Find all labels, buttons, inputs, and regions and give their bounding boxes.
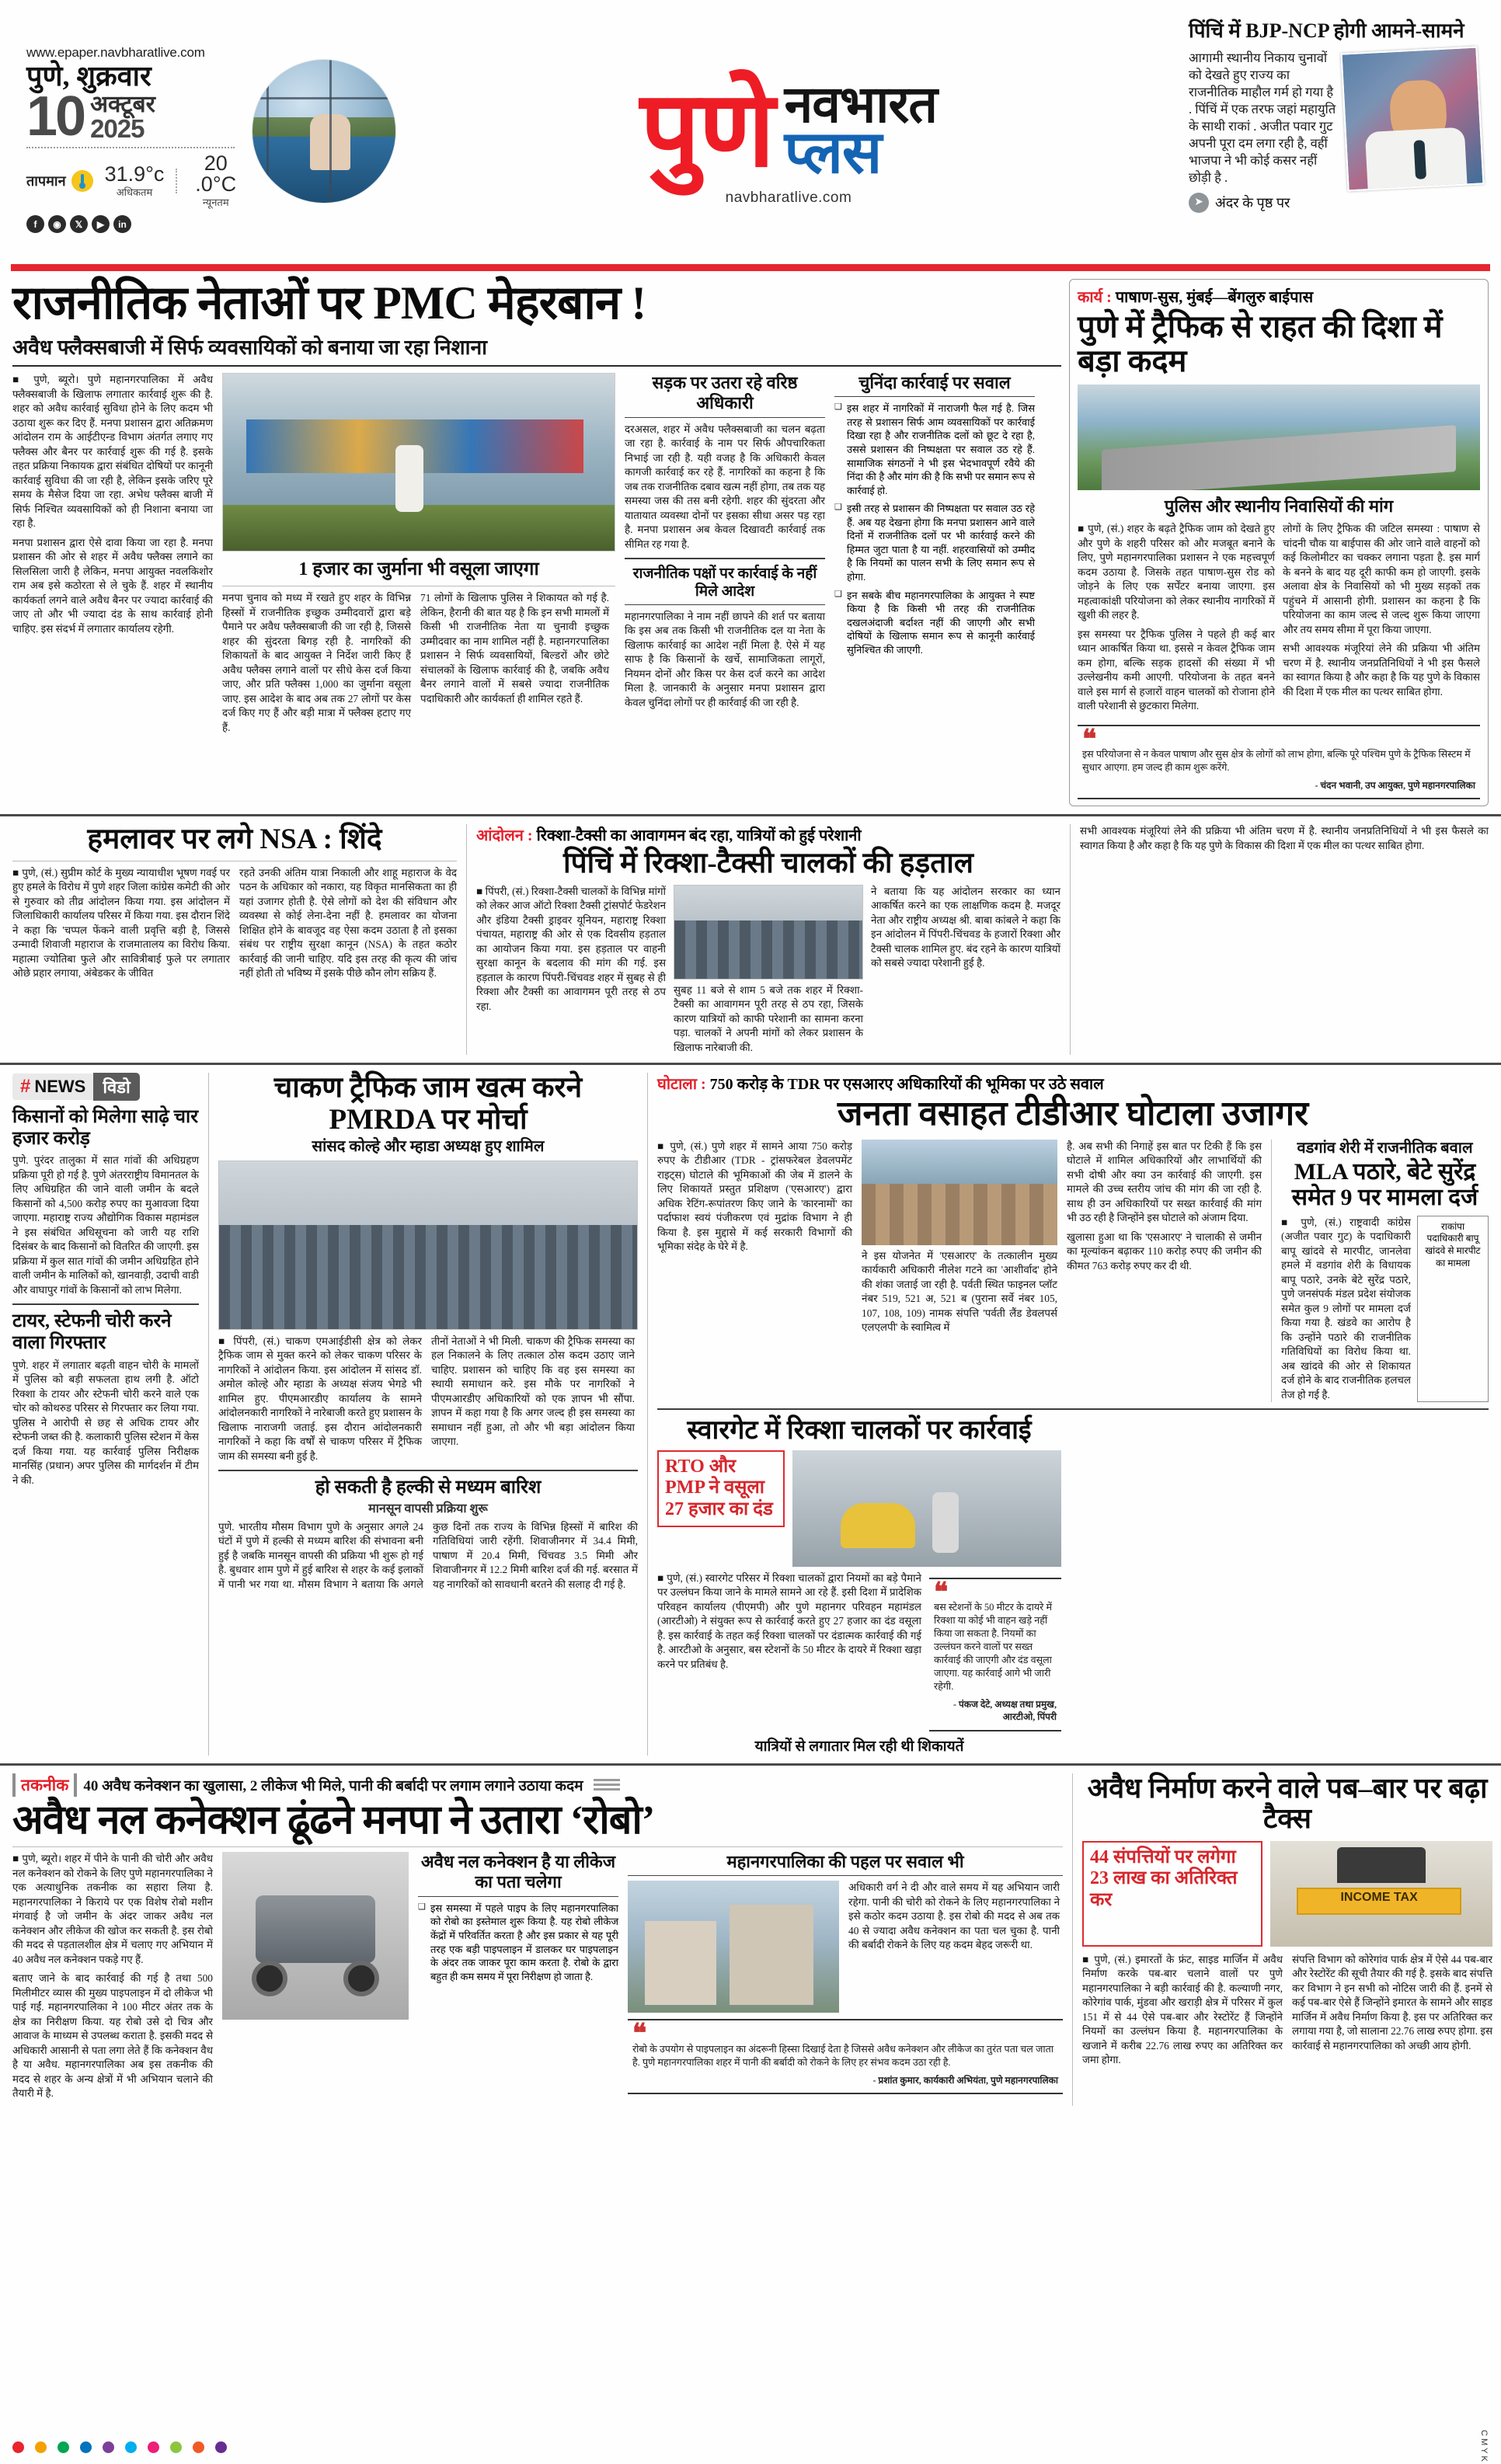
traffic-kicker-red: कार्य :: [1078, 289, 1112, 306]
lead-col1-p2: मनपा प्रशासन द्वारा ऐसे दावा किया जा रहा है. मनपा प्रशासन की ओर से शहर में अवैध फ्लैक्स लगाने का सिलसिला जारी है लेकिन, मनपा आयुक्त नवलकिशोर राम अब इसे कठोरता से ले चुके हैं. शहर में स्थानीय कार्यकर्ता लगने वाले अवैध बैनर पर ज्यादा कार्रवाई की जाए तो और भी ज्यादा दंड के साथ कार्रवाई होनी चाहिए. इस संदर्भ में लगातार कार्यालय रहेगी.: [12, 536, 213, 635]
swargate-redbox-text: RTO और PMP ने वसूला 27 हजार का दंड: [665, 1456, 773, 1519]
lead-bullet-1: ❑ इस शहर में नागरिकों में नाराजगी फैल गई है. जिस तरह से प्रशासन सिर्फ आम व्यवसायिकों पर कार्रवाई दिखा रहा है और राजनीतिक दलों को छूट दे रहा है, उससे प्रशासन की निष्पक्षता पर सवाल उठ रहे हैं. सामाजिक संगठनों ने भी इस भेदभावपूर्ण रवैये की निंदा की है और मांग की है कि सभी पर समान रूप से कार्रवाई हो.: [834, 402, 1035, 497]
tdr-kicker-rest: 750 करोड़ के TDR पर एसआरए अधिकारियों की भूमिका पर उठे सवाल: [709, 1076, 1104, 1094]
pub-story: [1082, 1773, 1492, 2106]
temperature-label: तापमान: [26, 173, 66, 190]
mla-side-box: राकांपा पदाधिकारी बापू खांदवे से मारपीट का मामला: [1417, 1216, 1489, 1403]
tech-headline[interactable]: अवैध नल कनेक्शन ढूंढने मनपा ने उतारा ‘रोबो’: [12, 1798, 655, 1843]
tdr-col2: ने इस योजनेत में 'एसआरए' के तत्कालीन मुख्य कार्यकारी अधिकारी नीलेश गटने का 'आशीर्वाद' होने की शंका जताई जा रही है. पर्वती स्थित फाइनल प्लॉट नंबर 519, 521 अ, 521 ब (पुराना सर्वे नंबर 105, 107, 108, 109) नामक संपत्ति 'पर्वती लैंड डेवलपर्स एलएलपी' के स्वामित्व में: [862, 1249, 1058, 1334]
pmrda-photo: [218, 1161, 638, 1330]
quote-open-icon-3: ❝: [632, 2020, 647, 2049]
swargate-headline[interactable]: स्वारगेट में रिक्शा चालकों पर कार्रवाई: [687, 1416, 1032, 1446]
tech-col1: [12, 1852, 213, 2106]
registration-dot-10: [215, 2441, 227, 2453]
temp-max-value: 31.9°c: [104, 162, 165, 186]
tdr-kicker: [657, 1073, 1489, 1094]
swargate-story: [657, 1416, 1489, 1755]
date-month: अक्टूबर: [90, 91, 155, 117]
tdr-col3-p2: खुलासा हुआ था कि 'एसआरए' ने चालाकी से जमीन का मूल्यांकन बढ़ाकर 110 करोड़ रुपए की जमीन की कीमत 763 करोड़ रुपए कर दी थी.: [1067, 1230, 1262, 1272]
tech-box-item: ❑ इस समस्या में पहले पाइप के लिए महानगरपालिका को रोबो का इस्तेमाल शुरू किया है. यह रोबो लीकेज केंद्रों में परिवर्तित करता है और इस प्रकार से यह पूरी तरह एक बड़ी पाइपलाइन में डालकर घर पाइपलाइन के अंदर तक जाकर पूरा काम करता है. रोबो के द्वारा बहुत ही कम समय में पूरा निरीक्षण हो जाता है.: [418, 1902, 618, 1983]
lead-subheadline: अवैध फ्लैक्सबाजी में सिर्फ व्यवसायिकों को बनाया जा रहा निशाना: [12, 332, 1061, 367]
news-video-column: [12, 1073, 199, 1755]
strike-kicker: [476, 824, 1060, 845]
tdr-photo: [862, 1140, 1057, 1245]
strike-photo-block: [674, 885, 863, 1056]
city-weekday: पुणे, शुक्रवार: [26, 61, 151, 92]
hash-icon: #: [20, 1076, 31, 1098]
tech-mid-text: अधिकारी वर्ग ने दी और वाले समय में यह अभियान जारी रहेगा. पानी की चोरी को रोकने के लिए महानगरपालिका ने इसे कठोर कदम उठाया है. इस रोबो की मदद से अब तक 40 से ज्यादा अवैध कनेक्शन का पता चल चुका है. पानी की बर्बादी रोकने के लिए यह कदम बेहद जरूरी था.: [848, 1881, 1060, 1951]
strike-col3: ने बताया कि यह आंदोलन सरकार का ध्यान आकर्षित करने का एक लाक्षणिक कदम है. मजदूर नेता और राष्ट्रीय अध्यक्ष श्री. बाबा कांबले ने कहा कि इन आंदोलन में पिंपरी-चिंचवड के हजारों रिक्शा और टैक्सी चालक शामिल हुए. बंद रहने के कारण यात्रियों को सबसे ज्यादा परेशानी हुई है.: [871, 885, 1060, 969]
nsa-col1: ■ पुणे, (सं.) सुप्रीम कोर्ट के मुख्य न्यायाधीश भूषण गवई पर हुए हमले के विरोध में पुणे शहर जिला कांग्रेस कमेटी की ओर से गुरुवार को तीव्र आंदोलन किया गया. इस आंदोलन में जिलाधिकारी कार्यालय परिसर में किया गया. इस दौरान शिंदे ने कहा कि 'चप्पल फेंकने वाली प्रवृत्ति बड़ी है, जिससे उन्मादी शिवाजी महाराज के राजमातालय का विरोध किया. महात्मा ज्योतिबा फुले और सावित्रीबाई फुले पर लगातार ओछे प्रहार लगाया, अंबेडकर के जीवित: [12, 866, 230, 980]
cmyk-label: CMYK: [1479, 2430, 1489, 2464]
strike-kicker-red: आंदोलन :: [476, 827, 533, 845]
nsa-story: [12, 824, 457, 1055]
tech-box-list: [418, 1902, 618, 1983]
tech-badge: तकनीक: [12, 1773, 77, 1797]
pub-redbox: [1082, 1841, 1262, 1947]
lead-bullet-2: ❑ इसी तरह से प्रशासन की निष्पक्षता पर सवाल उठ रहे हैं. अब यह देखना होगा कि मनपा प्रशासन आने वाले दिनों में राजनीतिक दलों पर भी कार्रवाई करने की हिम्मत जुटा पाता है या नहीं. शहरवासियों को उम्मीद है कि नियमों का पालन सभी के लिए समान रूप से होगा.: [834, 502, 1035, 583]
color-registration-dots: [12, 2441, 1479, 2453]
income-tax-stamp-label: INCOME TAX: [1340, 1890, 1418, 1904]
traffic-overflow-text: सभी आवश्यक मंजूरियां लेने की प्रक्रिया भी अंतिम चरण में है. स्थानीय जनप्रतिनिधियों ने भी इस फैसले का स्वागत किया है और कहा है कि यह पुणे के विकास की दिशा में एक मील का पत्थर साबित होगा.: [1080, 825, 1489, 851]
tdr-col1: ■ पुणे, (सं.) पुणे शहर में सामने आया 750 करोड़ रुपए के टीडीआर (TDR - ट्रांसफरेबल डेवलपमेंट राइट्स) घोटाले की भूमिकाओं की जेब में डालने के लिए शिकायतें प्रस्तुत प्रशिक्षण ('एसआरए') द्वारा अधिक रेटिंग-रूपांतरण किए जाने के 'कारनामों' का पर्दाफाश स्वयं पंजीकरण एवं मुद्रांक विभाग ने ही किया है. इस मुद्दासे में कई सरकारी विभागों की भूमिका संदेह के घेरे में है.: [657, 1140, 853, 1253]
red-divider-bar: [11, 264, 1490, 271]
temp-divider: [176, 169, 177, 193]
pmrda-subheadline: सांसद कोल्हे और म्हाडा अध्यक्ष हुए शामिल: [312, 1137, 545, 1155]
lead-column-1: [12, 373, 213, 735]
pub-redbox-text: 44 संपत्तियों पर लगेगा 23 लाख का अतिरिक्त कर: [1090, 1846, 1238, 1910]
temp-min-value: 20 .0°C: [195, 151, 237, 197]
swargate-quote-text: बस स्टेशनों के 50 मीटर के दायरे में रिक्शा या कोई भी वाहन खड़े नहीं किया जा सकता है. नियमों का उल्लंघन करने वालों पर सख्त कार्रवाई की जाएगी और दंड वसूला जाएगा. यह कार्रवाई आगे भी जारी रहेगी.: [934, 1602, 1052, 1693]
promo-more-label[interactable]: अंदर के पृष्ठ पर: [1215, 194, 1290, 211]
lead-bullets-heading: चुनिंदा कार्रवाई पर सवाल: [834, 373, 1035, 397]
lead-bullet-list: [834, 402, 1035, 656]
tdr-col3: [1067, 1140, 1262, 1403]
tech-col1-p1: ■ पुणे, ब्यूरो। शहर में पीने के पानी की चोरी और अवैध नल कनेक्शन को रोकने के लिए पुणे महानगरपालिका ने एक अत्याधुनिक तकनीक का सहारा लिया है. महानगरपालिका ने किराये पर एक विशेष रोबो मशीन मंगवाई है जो जमीन के अंदर जाकर अवैध नल कनेक्शन और लीकेज की खोज कर सकती है. इस रोबो की मदद से पड़तालशील क्षेत्र में चलाए गए अभियान में 40 अवैध नल कनेक्शन पकड़े गए हैं.: [12, 1853, 213, 1965]
mla-headline[interactable]: MLA पठारे, बेटे सुरेंद्र समेत 9 पर मामला दर्ज: [1291, 1158, 1478, 1211]
tech-kicker-row: [12, 1773, 1063, 1797]
lead-col1-p1: ■ पुणे, ब्यूरो। पुणे महानगरपालिका में अवैध फ्लैक्सबाजी के खिलाफ लगातार कार्रवाई शुरू की है. शहर को अवैध कार्रवाई सुविधा होने के लिए कदम भी उठाया शुरू कर दिए हैं. मनपा प्रशासन द्वारा अतिक्रमण आंदोलन राम के आईटीएन्ड विभाग अंतर्गत लगाए गए फ्लैक्स और बैनर पर कार्रवाई शुरू की गई है. इसके तहत प्रक्रिया निकायक द्वारा संबंधित दोषियों पर कानूनी कार्रवाई सुविधा की जा रही है, लेकिन इसके जरिए पूरे समय के मैसेज दिया जा रहा. अभेध फ्लैक्स बाजी में सिर्फ निश्चित व्यवसायिकों को ही निशाना बनाया जा रहा है.: [12, 374, 213, 529]
traffic-col1-p1: ■ पुणे, (सं.) शहर के बढ़ते ट्रैफिक जाम को देखते हुए और पुणे के शहरी परिसर को और मजबूत बनाने के लिए, पुणे महानगरपालिका प्रशासन ने एक महत्त्वपूर्ण कदम उठाया है. जिसके तहत पाषाण-सुस रोड को जोड़ने के लिए एक सर्पेंटर बनाया जाएगा. इस महत्वाकांक्षी परियोजना को लेकर स्थानीय नागरिकों में खुशी की लहर है.: [1078, 523, 1275, 621]
tech-quote-text: रोबो के उपयोग से पाइपलाइन का अंदरूनी हिस्सा दिखाई देता है जिससे अवैध कनेक्शन और लीकेज का तुरंत पता चल जाता है. पुणे महानगरपालिका शहर में पानी की बर्बादी को रोकने के लिए हर संभव कदम उठा रही है.: [632, 2043, 1054, 2068]
temp-max-caption: अधिकतम: [116, 186, 153, 198]
promo-photo: [1340, 46, 1484, 191]
social-links[interactable]: [26, 215, 249, 233]
lead-band: [0, 271, 1501, 806]
traffic-quote-box: [1078, 725, 1480, 800]
lead-column-mid: [625, 373, 825, 735]
rain-headline[interactable]: हो सकती है हल्की से मध्यम बारिश: [315, 1477, 542, 1498]
quote-open-icon-2: ❝: [934, 1578, 949, 1607]
logo-pune-text: पुणे: [639, 72, 774, 190]
temp-min-block: [183, 153, 249, 209]
lead-headline[interactable]: राजनीतिक नेताओं पर PMC मेहरबान !: [12, 277, 646, 329]
swargate-redbox: [657, 1450, 785, 1527]
theft-headline[interactable]: टायर, स्टेफनी चोरी करने वाला गिरफ्तार: [12, 1311, 172, 1354]
traffic-col1-p2: इस समस्या पर ट्रैफिक पुलिस ने पहले ही कई बार ध्यान आकर्षित किया था. इससे न केवल ट्रैफिक जाम कम होगा, बल्कि सड़क हादसों की संख्या में भी उल्लेखनीय कमी आएगी. परियोजना के तहत बनने वाले इस मार्ग से हजारों वाहन चालकों को रोजाना होने वाली परेशानी से छुटकारा मिलेगा.: [1078, 628, 1275, 712]
promo-headline[interactable]: पिंचिं में BJP-NCP होगी आमने-सामने: [1189, 19, 1464, 42]
swargate-photo: [792, 1450, 1061, 1567]
lead-photo-col1: मनपा चुनाव को मध्य में रखते हुए शहर के विभिन्न हिस्सों में राजनीतिक इच्छुक उम्मीदवारों द्वारा बड़े पैमाने पर अवैध फ्लैक्सबाजी की जा रही है, जिससे शहर की सुंदरता बिगड़ रही है. नागरिकों की शिकायतों के बाद आयुक्त ने निर्देश जारी किए हैं अवैध फ्लैक्स लगाने वालों पर सीधे केस दर्ज किया जाए, और प्रति फ्लैक्स 1,000 का जुर्माना वसूला जाए. इस आदेश के बाद अब तक 27 लोगों पर केस दर्ज किए गए हैं और बड़ी मात्रा में फ्लैक्स हटाए गए हैं.: [222, 592, 411, 733]
lead-story: [12, 279, 1061, 806]
robot-photo: [222, 1852, 409, 2020]
linkedin-icon[interactable]: in: [113, 215, 131, 233]
logo-navbharat-text: नवभारत: [784, 76, 937, 134]
temp-min-caption: न्यूनतम: [202, 197, 229, 209]
traffic-story: [1069, 279, 1489, 806]
x-twitter-icon[interactable]: 𝕏: [70, 215, 88, 233]
pub-col1: ■ पुणे, (सं.) इमारतों के फ्रंट, साइड मार्जिन में अवैध निर्माण करके पब-बार चलाने वालों पर पुणे महानगरपालिका ने बड़ी कार्रवाई की है. कल्याणी नगर, कोरेगांव पार्क, मुंडवा और खराड़ी क्षेत्र में परिसर में कुल 151 में से 44 ऐसे पब-बार और रेस्टोरेंट हैं जिन्होंने नियमों का उल्लंघन किया है. महानगरपालिका के खजाने में करीब 22.76 लाख रुपए का अतिरिक्त कर जमा होगा.: [1082, 1953, 1283, 2066]
traffic-col2-p1: लोगों के लिए ट्रैफिक की जटिल समस्या : पाषाण से चांदनी चौक या बाईपास की ओर जाने वाले वाहनों को कई किलोमीटर का चक्कर लगाना पड़ता है. इस मार्ग के बनने के बाद यह दूरी काफी कम हो जाएगी. इसके अलावा क्षेत्र के निवासियों को भी मुख्य सड़कों तक पहुंचने में आसानी होगी. प्रशासन का कहना है कि परियोजना का काम जल्द से जल्द शुरू किया जाएगा और तय समय सीमा में पूरा किया जाएगा.: [1283, 523, 1480, 635]
logo-website[interactable]: navbharatlive.com: [725, 189, 852, 206]
registration-dot-9: [193, 2441, 204, 2453]
lead-photo-caption: 1 हजार का जुर्माना भी वसूला जाएगा: [298, 559, 539, 579]
swargate-caption: यात्रियों से लगातार मिल रही थी शिकायतें: [754, 1738, 964, 1755]
masthead-left: [16, 14, 249, 261]
dateline: [26, 85, 249, 148]
farmers-headline[interactable]: किसानों को मिलेगा साढ़े चार हजार करोड़: [12, 1107, 199, 1149]
traffic-column-1: [1078, 522, 1275, 719]
swargate-quote-box: [929, 1578, 1061, 1731]
registration-dot-4: [80, 2441, 92, 2453]
traffic-photo-caption: पुलिस और स्थानीय निवासियों की मांग: [1164, 496, 1394, 516]
lead-photo: [222, 373, 615, 552]
pmrda-col2: तीनों नेताओं ने भी मिली. चाकण की ट्रैफिक समस्या का हल निकालने के लिए तत्काल ठोस कदम उठाए जाने चाहिए. प्रशासन को चाहिए कि वह इस समस्या का स्थायी समाधान करे. इस मौके पर नागरिकों ने पीएमआरडीए अधिकारियों को एक ज्ञापन भी सौंपा. ज्ञापन में कहा गया है कि अगर जल्द ही इस समस्या का समाधान नहीं हुआ, तो और भी बड़ा आंदोलन किया जाएगा.: [431, 1335, 635, 1448]
tech-story: [12, 1773, 1063, 2106]
tdr-story: [657, 1073, 1489, 1755]
traffic-quote-text: इस परियोजना से न केवल पाषाण और सुस क्षेत्र के लोगों को लाभ होगा, बल्कि पूरे पश्चिम पुणे के ट्रैफिक सिस्टम में सुधार आएगा. हम जल्द ही काम शुरू करेंगे.: [1082, 748, 1471, 773]
registration-dot-1: [12, 2441, 24, 2453]
lead-mid-subheading: राजनीतिक पक्षों पर कार्रवाई के नहीं मिले आदेश: [625, 566, 825, 605]
tech-mid-heading: महानगरपालिका की पहल पर सवाल भी: [628, 1852, 1063, 1876]
registration-dot-2: [35, 2441, 47, 2453]
tdr-kicker-red: घोटाला :: [657, 1076, 706, 1094]
registration-dot-8: [170, 2441, 182, 2453]
tdr-headline[interactable]: जनता वसाहत टीडीआर घोटाला उजागर: [837, 1095, 1309, 1133]
pub-col2: संपत्ति विभाग को कोरेगांव पार्क क्षेत्र में ऐसे 44 पब-बार और रेस्टोरेंट की सूची तैयार की गई है. इसके बाद संपत्ति कर विभाग ने इन सभी को नोटिस जारी की हैं. इनमें से कई पब-बार ऐसे हैं जिन्होंने इमारत के सामने और साइड मार्जिन में अवैध निर्माण किया है. इस पर अतिरिक्त कर लगाया गया है, जो सालाना 22.76 लाख रुपए होगा. इस कार्रवाई से महानगरपालिका को अच्छी आय होगी.: [1292, 1953, 1492, 2052]
video-label[interactable]: विडो: [93, 1073, 139, 1101]
masthead-promo: [1181, 14, 1485, 261]
tech-mid-column: [628, 1852, 1063, 2106]
traffic-column-2: [1283, 522, 1480, 719]
second-band: [0, 814, 1501, 1055]
rain-subheadline: मानसून वापसी प्रक्रिया शुरू: [368, 1502, 488, 1516]
news-video-tag[interactable]: [12, 1073, 140, 1101]
traffic-photo: [1078, 385, 1480, 490]
temp-max-block: [99, 164, 171, 199]
tdr-col3-p1: है. अब सभी की निगाहें इस बात पर टिकी हैं कि इस घोटाले में शामिल अधिकारियों और लाभार्थियों की सभी दोषी और क्या उन कार्रवाई की जाएगी. इस मामले की उच्च स्तरीय जांच की मांग की जा रही है. साथ ही उन अधिकारियों पर सख्त कार्रवाई की मांग भी उठ रही है जिन्होंने इस घोटाले को अंजाम दिया.: [1067, 1140, 1262, 1224]
traffic-headline[interactable]: पुणे में ट्रैफिक से राहत की दिशा में बड़ा कदम: [1078, 309, 1443, 378]
registration-dot-3: [57, 2441, 69, 2453]
epaper-url[interactable]: www.epaper.navbharatlive.com: [26, 45, 205, 60]
tech-photo-block: [222, 1852, 409, 2106]
promo-text: आगामी स्थानीय निकाय चुनावों को देखते हुए राज्य का राजनीतिक माहौल गर्म हो गया है . पिंचिं में एक तरफ जहां महायुति के साथी राकां . अजीत पवार गुट अपनी पूरा दम लगा रही है, वहीं भाजपा ने भी कोई कसर नहीं छोड़ी है .: [1189, 50, 1336, 186]
quote-open-icon: ❝: [1082, 725, 1097, 754]
mla-kicker: वडगांव शेरी में राजनीतिक बवाल: [1297, 1139, 1473, 1157]
traffic-quote-attribution: - चंदन भवानी, उप आयुक्त, पुणे महानगरपालिका: [1315, 779, 1475, 791]
strike-story: [476, 824, 1060, 1055]
date-year: 2025: [90, 113, 145, 143]
news-label: NEWS: [34, 1077, 86, 1097]
temperature-row: [26, 153, 249, 209]
lead-mid-heading: सड़क पर उतरा रहे वरिष्ठ अधिकारी: [625, 373, 825, 418]
strike-col1: ■ पिंपरी, (सं.) रिक्शा-टैक्सी चालकों के विभिन्न मांगों को लेकर आज ऑटो रिक्शा टैक्सी ट्रांसपोर्ट फेडरेशन और इंडिया टैक्सी ड्राइवर यूनियन, महाराष्ट्र रिक्शा पंचायत, महाराष्ट्र की ओर से एक दिवसीय हड़ताल का आयोजन किया गया. इस हड़ताल पर वाहनी सुरक्षा कानून के बदलाव की मांग की गई. इस हड़ताल के कारण पिंपरी-चिंचवड शहर में सुबह से ही रिक्शा और टैक्सी का आवागमन पूरी तरह से ठप रहा.: [476, 885, 666, 1012]
traffic-kicker-rest: पाषाण-सुस, मुंबई—बेंगलुरु बाईपास: [1115, 289, 1314, 306]
strike-photo: [674, 885, 863, 980]
strike-headline[interactable]: पिंचिं में रिक्शा-टैक्सी चालकों की हड़ताल: [563, 847, 973, 880]
lead-photo-block: [222, 373, 615, 735]
arrow-icon: ➤: [1189, 193, 1209, 213]
tech-col1-p2: बताए जाने के बाद कार्रवाई की गई है तथा 500 मिलीमीटर व्यास की मुख्य पाइपलाइन में दो लीकेज भी पाई गईं. महानगरपालिका ने 100 मीटर अंतर तक के क्षेत्र का निरीक्षण किया. यह रोबो उसे दो चित्र और आवाज के माध्यम से उपलब्ध कराता है. इसकी मदद से अधिकारी आसानी से पता लगा लेते हैं कि कनेक्शन वैध है या अवैध. महानगरपालिका अब इस तकनीक की मदद से शहर के अन्य क्षेत्रों में भी अभियान चलाने की तैयारी में है.: [12, 1972, 213, 2100]
lead-column-bullets: [834, 373, 1035, 735]
strike-col2: सुबह 11 बजे से शाम 5 बजे तक शहर में रिक्शा-टैक्सी का आवागमन पूरी तरह से ठप रहा, जिसके कारण यात्रियों को काफी परेशानी का सामना करना पड़ा. चालकों ने अपनी मांगों को लेकर प्रशासन के खिलाफ नारेबाजी की.: [674, 983, 863, 1053]
nsa-col2: रहते उनकी अंतिम यात्रा निकाली और शाहू महाराज के वेद पठन के अधिकार को नकारा, यह विकृत मानसिकता का ही यहां उजागर होती है. ऐसे लोगों को देश की संविधान और व्यवस्था से कोई लेना-देना नहीं है. हमलावर का योजना शिक्षित होने के बावजूद वह ऐसा कदम उठाता है तो इसका संबंध पर राष्ट्रीय सुरक्षा कानून (NSA) के तहत कठोर कार्रवाई की जानी चाहिए. यदि इस तरह की कृत्य की जांच नहीं होती तो भविष्य में इसके पीछे कौन लोग सक्रिय हैं.: [239, 866, 457, 980]
lead-photo-col2: 71 लोगों के खिलाफ पुलिस ने शिकायत को गई है. लेकिन, हैरानी की बात यह है कि इन सभी मामलों में किसी भी राजनीतिक नेता या चुनावी इच्छुक उम्मीदवार का नाम शामिल नहीं है. महानगरपालिका प्रशासन ने सिर्फ व्यवसायियों, बिल्डरों और छोटे संचालकों के खिलाफ कार्रवाई की है, जबकि अवैध बैनर लगाने वालों में सबसे ज्यादा राजनीतिक पदाधिकारी और कार्यकर्ता ही शामिल रहते हैं.: [420, 592, 609, 705]
lead-mid-text: दरअसल, शहर में अवैध फ्लैक्सबाजी का चलन बढ़ता जा रहा है. कार्रवाई के नाम पर सिर्फ औपचारिकता निभाई जा रही है. यही वजह है कि अधिकारी केवल कागजी कार्रवाई कर रहे हैं. नागरिकों का कहना है कि जब तक राजनीतिक दबाव खत्म नहीं होगा, तब तक यह समस्या जस की तस बनी रहेगी. शहर की सुंदरता और यातायात व्यवस्था दोनों पर इसका सीधा असर पड़ रहा है. मनपा प्रशासन अब केवल दिखावटी कार्रवाई तक सीमित रह गया है.: [625, 423, 825, 550]
footer-registration-bar: [0, 2430, 1501, 2464]
instagram-icon[interactable]: ◉: [48, 215, 66, 233]
tech-quote-attribution: - प्रशांत कुमार, कार्यकारी अभियंता, पुणे महानगरपालिका: [872, 2074, 1058, 2086]
tech-quote-box: [628, 2019, 1063, 2094]
rain-text: पुणे. भारतीय मौसम विभाग पुणे के अनुसार अगले 24 घंटों में पुणे में हल्की से मध्यम बारिश की संभावना बनी हुई है जबकि मानसून वापसी की प्रक्रिया भी शुरू हो गई है. बुधवार शाम पुणे में हुई बारिश से शहर के कई इलाकों में पानी भर गया था. मौसम विभाग ने बताया कि अगले कुछ दिनों तक राज्य के विभिन्न हिस्सों में बारिश की गतिविधियां जारी रहेंगी. शिवाजीनगर में 34.4 मिमी, पाषाण में 20.4 मिमी, चिंचवड 3.5 मिमी और शिवाजीनगर में 12.2 मिमी बारिश दर्ज की गई. बरसात में यह नागरिकों को सावधानी बरतने की सलाह दी गई है.: [218, 1520, 638, 1590]
traffic-kicker: [1078, 286, 1480, 307]
farmers-text: पुणे. पुरंदर तालुका में सात गांवों की अधिग्रहण प्रक्रिया पूरी हो गई है. पुणे अंतरराष्ट्रीय विमानतल के लिए अधिग्रहित की जाने वाली जमीन के बदले किसानों को 4,500 करोड़ रुपए का मुआवजा दिया जाएगा. महाराष्ट्र राज्य औद्योगिक विकास महामंडल ने इस संबंधित अधिसूचना को जारी यह राशि दिसंबर के बाद किसानों को वितरित की जाएगी. इस प्रक्रिया में कुल सात गांवों की जमीन अधिग्रहित होने वाली जमीन के मालिकों को, खानवाड़ी, उदाची वाडी और वाघापुर गांवों के किसानों को लाभ मिलेगा.: [12, 1154, 199, 1296]
registration-dot-6: [125, 2441, 137, 2453]
tech-kicker-text: 40 अवैध कनेक्शन का खुलासा, 2 लीकेज भी मिले, पानी की बर्बादी पर लगाम लगाने उठाया कदम: [83, 1777, 583, 1794]
registration-dot-5: [103, 2441, 114, 2453]
traffic-col2-p2: सभी आवश्यक मंजूरियां लेने की प्रक्रिया भी अंतिम चरण में है. स्थानीय जनप्रतिनिधियों ने भी इस फैसले का स्वागत किया है और कहा है कि यह पुणे के विकास की दिशा में एक मील का पत्थर साबित होगा.: [1283, 642, 1480, 698]
mla-text: ■ पुणे, (सं.) राष्ट्रवादी कांग्रेस (अजीत पवार गुट) के पदाधिकारी बापू खांदवे से मारपीट, जानलेवा हमले में वडगांव शेरी के विधायक बापू पठारे, उनके बेटे सुरेंद्र पठारे, पुणे जनसंपर्क मंडल प्रदेश संयोजक समेत कुल 9 लोगों पर मामला दर्ज किया गया है. खंडवे का आरोप है कि उन्होंने पठारे की राजनीतिक गतिविधियों का विरोध किया था. अब खांदवे की ओर से शिकायत दर्ज होने के बाद राजनीतिक हलचल तेज हो गई है.: [1281, 1216, 1411, 1401]
masthead-logo: [396, 14, 1181, 261]
logo-plus-text: प्लस: [784, 120, 882, 186]
pmrda-story: [218, 1073, 638, 1755]
lead-bullet-3: ❑ इन सबके बीच महानगरपालिका के आयुक्त ने स्पष्ट किया है कि किसी भी तरह की राजनीतिक दखलअंदाजी बर्दाश्त नहीं की जाएगी और सभी दोषियों के खिलाफ समान रूप से कानूनी कार्रवाई सुनिश्चित की जाएगी.: [834, 589, 1035, 657]
menu-icon: [594, 1779, 620, 1791]
facebook-icon[interactable]: f: [26, 215, 44, 233]
swargate-text: ■ पुणे, (सं.) स्वारगेट परिसर में रिक्शा चालकों द्वारा नियमों का बड़े पैमाने पर उल्लंघन किया जाने के मामले सामने आ रहे हैं. इसी दिशा में प्रादेशिक परिवहन कार्यालय (पीएमपी) और पुणे महानगर परिवहन महामंडल (आरटीओ) ने संयुक्त रूप से कार्रवाई करते हुए 27 हजार का दंड वसूला है. इस कार्रवाई के तहत कई रिक्शा चालकों पर दंडात्मक कार्रवाई की गई है. आरटीओ के अनुसार, बस स्टेशनों के 50 मीटर के दायरे में रिक्शा खड़ा करने पर प्रतिबंध है.: [657, 1571, 921, 1670]
strike-kicker-rest: रिक्शा-टैक्सी का आवागमन बंद रहा, यात्रियों को हुई परेशानी: [536, 827, 862, 845]
date-day: 10: [26, 85, 85, 148]
masthead: [0, 0, 1501, 261]
swargate-quote-attribution: - पंकज देटे, अध्यक्ष तथा प्रमुख, आरटीओ, पिंपरी: [952, 1699, 1057, 1723]
pub-headline[interactable]: अवैध निर्माण करने वाले पब–बार पर बढ़ा टैक्स: [1087, 1772, 1488, 1835]
third-band: [0, 1063, 1501, 1755]
nsa-headline[interactable]: हमलावर पर लगे NSA : शिंदे: [87, 823, 382, 856]
youtube-icon[interactable]: ▶: [92, 215, 110, 233]
tech-box-heading: अवैध नल कनेक्शन है या लीकेज का पता चलेगा: [418, 1852, 618, 1897]
tech-building-photo: [628, 1881, 839, 2013]
theft-text: पुणे. शहर में लगातार बढ़ती वाहन चोरी के मामलों में पुलिस को बड़ी सफलता हाथ लगी है. ऑटो रिक्शा के टायर और स्टेफनी चोरी करने वाले एक चोर को कोथरुड परिसर से गिरफ्तार कर लिया गया. पुलिस ने आरोपी से छह से अधिक टायर और स्टेफनी जब्त की है. कलाकारी पुलिस स्टेशन में केस दर्ज किया गया. यह कार्रवाई पुलिस निरीक्षक मानसिंह (प्रधान) अपर पुलिस की मार्गदर्शन में टीम ने की.: [12, 1359, 199, 1486]
tech-box-column: [418, 1852, 618, 2106]
pmrda-headline[interactable]: चाकण ट्रैफिक जाम खत्म करने PMRDA पर मोर्चा: [273, 1072, 583, 1136]
mla-story: [1281, 1140, 1489, 1403]
pmrda-col1: ■ पिंपरी, (सं.) चाकण एमआईडीसी क्षेत्र को लेकर ट्रैफिक जाम से मुक्त करने को लेकर चाकण परिसर के नागरिकों ने आंदोलन किया. इस आंदोलन में सांसद डॉ. अमोल कोल्हे और म्हाडा के अध्यक्ष संजय भेगडे भी शामिल हुए. पीएमआरडीए कार्यालय के सामने आंदोलनकारी नागरिकों ने नारेबाजी करते हुए प्रशासन के खिलाफ नाराजगी जताई. इस दौरान आंदोलनकारी नागरिकों ने कहा कि वर्षों से चाकण परिसर में ट्रैफिक जाम की समस्या बनी हुई है.: [218, 1335, 422, 1462]
lead-mid-subtext: महानगरपालिका ने नाम नहीं छापने की शर्त पर बताया कि इस अब तक किसी भी राजनीतिक दल या नेता के खिलाफ कार्रवाई का आदेश नहीं मिला है. ऐसे में यह साफ है कि किसानों के खर्चे, सामाजिकता लागूरों, नियमन दोनों और किस पर केस दर्ज करने का आदेश मिला है. जानकारी के अनुसार मनपा प्रशासन द्वारा केवल चुनिंदा लोगों पर ही कार्रवाई की जा रही है.: [625, 610, 825, 708]
thermometer-icon: [71, 170, 93, 192]
income-tax-photo: [1270, 1841, 1492, 1947]
tdr-photo-block: [862, 1140, 1057, 1403]
bottom-band: [0, 1763, 1501, 2106]
traffic-overflow-column: [1080, 824, 1489, 1055]
registration-dot-7: [148, 2441, 159, 2453]
masthead-photo: [252, 59, 396, 204]
